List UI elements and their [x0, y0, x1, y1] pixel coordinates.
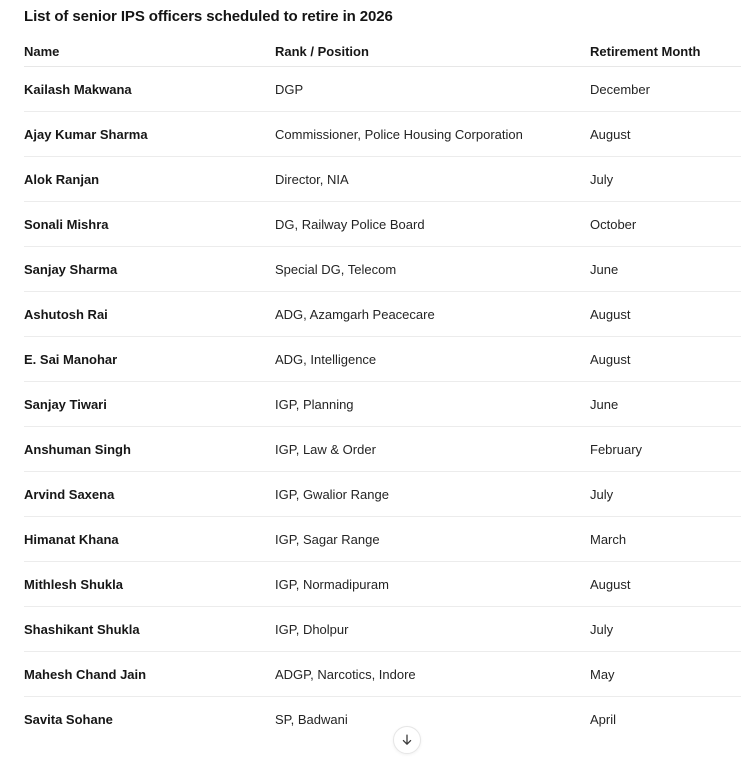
retirement-month: August — [590, 351, 631, 367]
arrow-down-icon — [400, 733, 414, 747]
page-title: List of senior IPS officers scheduled to retire in 2026 — [24, 8, 393, 25]
retirement-month: June — [590, 261, 619, 277]
table-row — [24, 292, 741, 337]
column-header-name: Name — [24, 43, 60, 59]
column-header-rank: Rank / Position — [275, 43, 369, 59]
officer-name: Sanjay Sharma — [24, 261, 118, 277]
table-row — [24, 607, 741, 652]
officer-name: Mithlesh Shukla — [24, 576, 123, 592]
table-row — [24, 202, 741, 247]
officer-name: Sonali Mishra — [24, 216, 109, 232]
officer-rank: DG, Railway Police Board — [275, 216, 425, 232]
retirement-month: August — [590, 126, 631, 142]
table-row — [24, 472, 741, 517]
scroll-down-button[interactable] — [393, 726, 421, 754]
officer-name: Arvind Saxena — [24, 486, 115, 502]
retirement-month: December — [590, 81, 650, 97]
officer-rank: ADG, Intelligence — [275, 351, 377, 367]
table-body — [24, 67, 741, 742]
table-row — [24, 427, 741, 472]
retirement-month: March — [590, 531, 627, 547]
retirement-month: October — [590, 216, 637, 232]
table-row — [24, 562, 741, 607]
officer-name: Alok Ranjan — [24, 171, 100, 187]
officer-name: Himanat Khana — [24, 531, 119, 547]
retirement-month: April — [590, 712, 617, 727]
officer-name: Ajay Kumar Sharma — [24, 126, 148, 142]
officer-rank: IGP, Gwalior Range — [275, 486, 389, 502]
officer-name: Sanjay Tiwari — [24, 396, 107, 412]
officer-rank: Commissioner, Police Housing Corporation — [275, 126, 523, 142]
officer-name: Kailash Makwana — [24, 81, 132, 97]
officer-rank: Director, NIA — [275, 171, 349, 187]
table-row — [24, 157, 741, 202]
officer-rank: ADG, Azamgarh Peacecare — [275, 306, 435, 322]
officer-name: E. Sai Manohar — [24, 351, 118, 367]
retirement-month: August — [590, 576, 631, 592]
retirement-month: June — [590, 396, 619, 412]
column-header-month: Retirement Month — [590, 43, 701, 59]
table-row — [24, 697, 741, 742]
table-row — [24, 247, 741, 292]
table-row — [24, 652, 741, 697]
officer-rank: IGP, Sagar Range — [275, 531, 380, 547]
retirement-month: May — [590, 666, 615, 682]
officer-name: Anshuman Singh — [24, 441, 131, 457]
table-row — [24, 112, 741, 157]
table-row — [24, 67, 741, 112]
officer-rank: IGP, Normadipuram — [275, 576, 389, 592]
officer-rank: DGP — [275, 81, 304, 97]
table-header-row — [24, 36, 741, 67]
table-row — [24, 382, 741, 427]
officer-name: Ashutosh Rai — [24, 306, 108, 322]
officer-name: Savita Sohane — [24, 712, 113, 727]
officer-rank: IGP, Dholpur — [275, 621, 349, 637]
officer-rank: IGP, Law & Order — [275, 441, 376, 457]
officers-table — [24, 36, 741, 742]
table-row — [24, 337, 741, 382]
officer-rank: Special DG, Telecom — [275, 261, 397, 277]
retirement-month: August — [590, 306, 631, 322]
retirement-month: July — [590, 486, 614, 502]
retirement-month: February — [590, 441, 643, 457]
officer-rank: IGP, Planning — [275, 396, 354, 412]
officer-rank: SP, Badwani — [275, 712, 348, 727]
retirement-month: July — [590, 171, 614, 187]
officer-name: Shashikant Shukla — [24, 621, 140, 637]
retirement-month: July — [590, 621, 614, 637]
table-row — [24, 517, 741, 562]
officer-name: Mahesh Chand Jain — [24, 666, 147, 682]
officer-rank: ADGP, Narcotics, Indore — [275, 666, 416, 682]
